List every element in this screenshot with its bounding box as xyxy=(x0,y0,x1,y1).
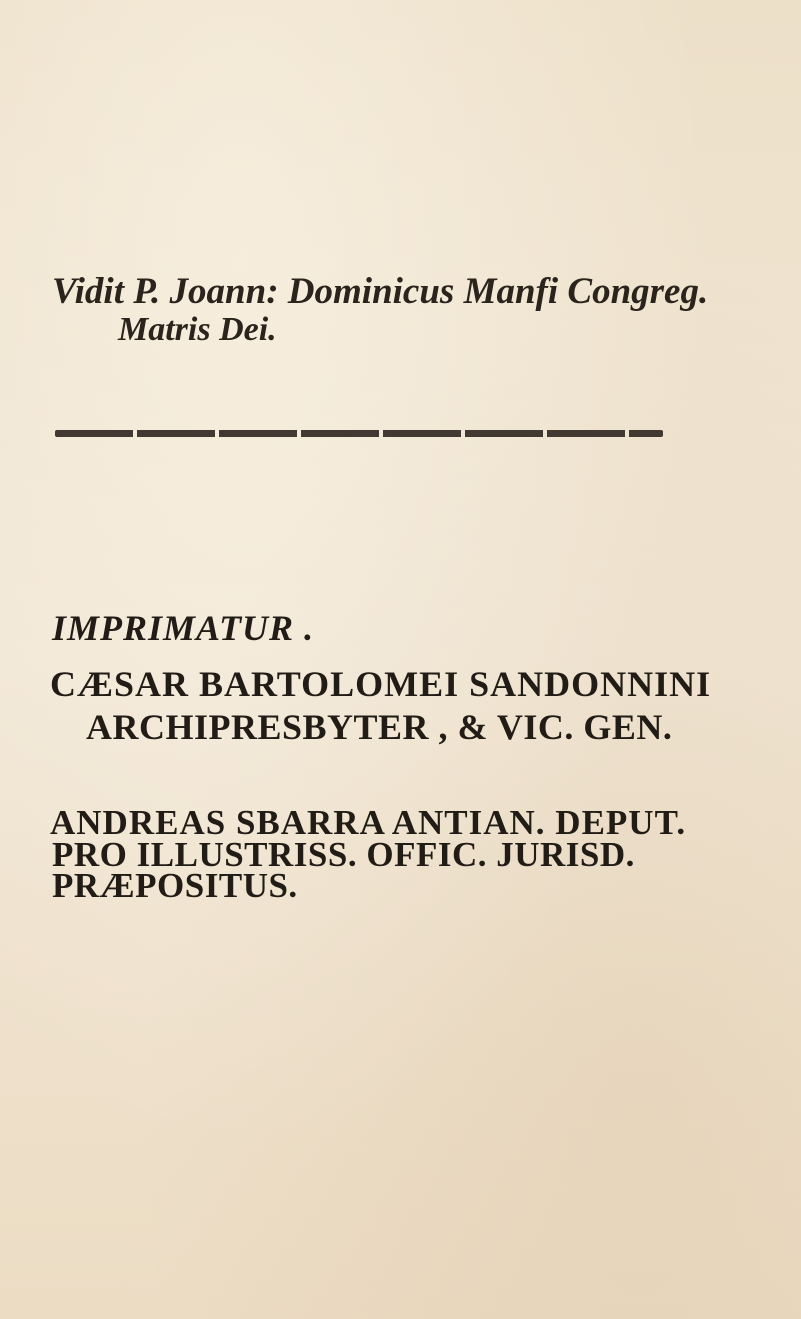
vidit-line-2: Matris Dei. xyxy=(118,311,277,348)
imprimatur-heading: IMPRIMATUR . xyxy=(52,608,315,648)
caesar-line-1: CÆSAR BARTOLOMEI SANDONNINI xyxy=(50,664,712,704)
andreas-line-2: PRO ILLUSTRISS. OFFIC. JURISD. xyxy=(52,835,635,874)
vidit-line-1: Vidit P. Joann: Dominicus Manfi Congreg. xyxy=(52,271,709,312)
printed-rule-divider xyxy=(55,430,663,437)
andreas-line-1: ANDREAS SBARRA ANTIAN. DEPUT. xyxy=(50,803,687,842)
andreas-line-3: PRÆPOSITUS. xyxy=(52,866,298,905)
caesar-line-2: ARCHIPRESBYTER , & VIC. GEN. xyxy=(86,707,673,747)
